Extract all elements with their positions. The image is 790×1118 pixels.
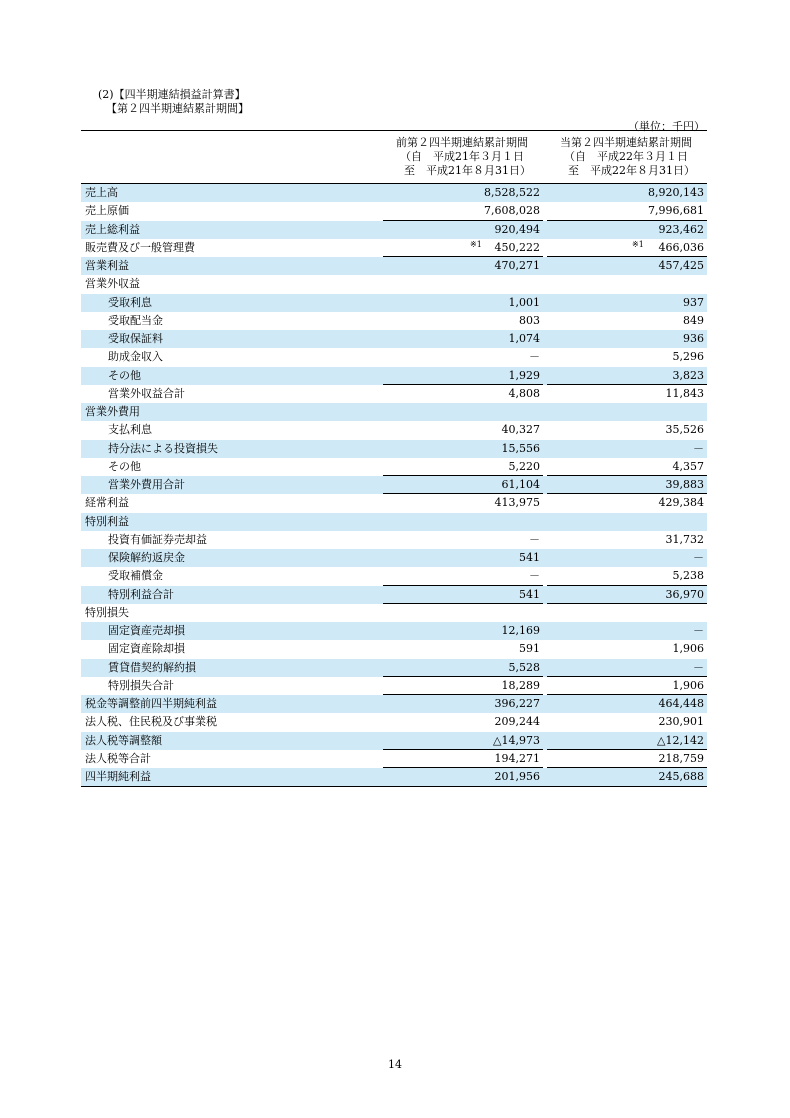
prior-value: 5,220 bbox=[508, 459, 540, 473]
table-row bbox=[81, 640, 707, 658]
table-row bbox=[81, 257, 707, 275]
prior-value: 209,244 bbox=[494, 715, 540, 729]
row-label: 販売費及び一般管理費 bbox=[85, 240, 195, 254]
current-value: 457,425 bbox=[658, 259, 704, 272]
prior-value: 7,608,028 bbox=[484, 204, 540, 218]
current-value: 230,901 bbox=[658, 715, 704, 729]
current-value: － bbox=[693, 660, 704, 674]
table-row bbox=[81, 549, 707, 567]
current-value: △12,142 bbox=[657, 733, 704, 747]
table-row bbox=[81, 476, 707, 494]
row-label: 受取保証料 bbox=[108, 332, 163, 345]
prior-value: 803 bbox=[519, 313, 540, 327]
prior-value: － bbox=[529, 350, 540, 364]
prior-value: 541 bbox=[519, 587, 540, 601]
prior-value: 1,001 bbox=[508, 295, 540, 309]
table-row bbox=[81, 750, 707, 768]
row-label: その他 bbox=[108, 368, 141, 382]
current-value: 936 bbox=[683, 332, 704, 345]
income-statement-table bbox=[81, 130, 707, 787]
row-label: 四半期純利益 bbox=[85, 770, 151, 783]
table-row bbox=[81, 458, 707, 476]
table-row bbox=[81, 421, 707, 439]
page-number: 14 bbox=[388, 1058, 402, 1071]
row-label: 売上総利益 bbox=[85, 222, 140, 236]
prior-value: △14,973 bbox=[493, 733, 540, 747]
row-label: 持分法による投資損失 bbox=[108, 441, 218, 455]
table-row bbox=[81, 659, 707, 677]
prior-value: 201,956 bbox=[494, 770, 540, 783]
table-row bbox=[81, 440, 707, 458]
table-row bbox=[81, 586, 707, 604]
prior-value: － bbox=[529, 569, 540, 583]
prior-value: 8,528,522 bbox=[484, 186, 540, 199]
row-label: 特別利益 bbox=[85, 514, 129, 528]
current-value: 36,970 bbox=[665, 587, 704, 601]
current-value: 466,036 bbox=[658, 240, 704, 254]
prior-value: 1,074 bbox=[508, 332, 540, 345]
prior-value: 18,289 bbox=[501, 678, 540, 692]
table-row bbox=[81, 677, 707, 695]
current-value: 1,906 bbox=[672, 642, 704, 656]
table-row bbox=[81, 275, 707, 293]
row-label: 営業外費用合計 bbox=[108, 478, 185, 491]
table-row bbox=[81, 695, 707, 713]
prior-value: 413,975 bbox=[494, 496, 540, 510]
row-label: 受取補償金 bbox=[108, 569, 163, 583]
current-value: 8,920,143 bbox=[648, 186, 704, 199]
prior-value: 12,169 bbox=[501, 624, 540, 637]
row-label: 保険解約返戻金 bbox=[108, 551, 185, 564]
note-mark: ※1 bbox=[470, 239, 482, 249]
table-row bbox=[81, 604, 707, 622]
statement-title: (2)【四半期連結損益計算書】 bbox=[98, 88, 246, 101]
column-header-prior-period: 前第２四半期連結累計期間 （自 平成21年３月１日 至 平成21年８月31日） bbox=[396, 136, 531, 177]
unit-label: （単位：千円） bbox=[628, 120, 705, 133]
column-header-current-period: 当第２四半期連結累計期間 （自 平成22年３月１日 至 平成22年８月31日） bbox=[560, 136, 695, 177]
table-row bbox=[81, 367, 707, 385]
table-header bbox=[81, 131, 707, 184]
table-row bbox=[81, 184, 707, 202]
row-label: 特別損失 bbox=[85, 605, 129, 619]
row-label: 売上原価 bbox=[85, 204, 129, 218]
current-value: 5,296 bbox=[672, 350, 704, 364]
table-row bbox=[81, 622, 707, 640]
current-value: 1,906 bbox=[672, 678, 704, 692]
prior-value: 40,327 bbox=[501, 423, 540, 437]
row-label: 営業外費用 bbox=[85, 405, 140, 418]
table-row bbox=[81, 732, 707, 750]
row-label: 受取利息 bbox=[108, 295, 152, 309]
current-value: 218,759 bbox=[658, 751, 704, 765]
current-value: － bbox=[693, 551, 704, 564]
table-row bbox=[81, 567, 707, 585]
current-value: 464,448 bbox=[658, 697, 704, 710]
prior-value: 61,104 bbox=[501, 478, 540, 491]
row-label: 受取配当金 bbox=[108, 313, 163, 327]
current-value: 245,688 bbox=[658, 770, 704, 783]
table-row bbox=[81, 531, 707, 549]
table-row bbox=[81, 403, 707, 421]
row-label: 法人税、住民税及び事業税 bbox=[85, 715, 217, 729]
current-value: 937 bbox=[683, 295, 704, 309]
current-value: 7,996,681 bbox=[648, 204, 704, 218]
row-label: その他 bbox=[108, 459, 141, 473]
table-row bbox=[81, 312, 707, 330]
row-label: 営業外収益合計 bbox=[108, 386, 185, 400]
current-value: 849 bbox=[683, 313, 704, 327]
current-value: 923,462 bbox=[658, 222, 704, 236]
current-value: 3,823 bbox=[672, 368, 704, 382]
prior-value: 4,808 bbox=[508, 386, 540, 400]
current-value: 39,883 bbox=[665, 478, 704, 491]
table-row bbox=[81, 330, 707, 348]
current-value: 4,357 bbox=[672, 459, 704, 473]
current-value: 429,384 bbox=[658, 496, 704, 510]
prior-value: － bbox=[529, 532, 540, 546]
prior-value: 470,271 bbox=[494, 259, 540, 272]
row-label: 賃貸借契約解約損 bbox=[108, 660, 196, 674]
current-value: － bbox=[693, 624, 704, 637]
prior-value: 15,556 bbox=[501, 441, 540, 455]
table-row bbox=[81, 494, 707, 512]
table-row bbox=[81, 239, 707, 257]
prior-value: 194,271 bbox=[494, 751, 540, 765]
row-label: 特別利益合計 bbox=[108, 587, 174, 601]
note-mark: ※1 bbox=[632, 239, 644, 249]
period-subtitle: 【第２四半期連結累計期間】 bbox=[106, 102, 249, 115]
table-row bbox=[81, 513, 707, 531]
table-row bbox=[81, 348, 707, 366]
prior-value: 1,929 bbox=[508, 368, 540, 382]
prior-value: 541 bbox=[519, 551, 540, 564]
table-row bbox=[81, 221, 707, 239]
row-label: 営業外収益 bbox=[85, 277, 140, 291]
row-label: 特別損失合計 bbox=[108, 678, 174, 692]
current-value: 5,238 bbox=[672, 569, 704, 583]
row-label: 法人税等合計 bbox=[85, 751, 151, 765]
row-label: 法人税等調整額 bbox=[85, 733, 162, 747]
table-row bbox=[81, 294, 707, 312]
current-value: － bbox=[693, 441, 704, 455]
row-label: 助成金収入 bbox=[108, 350, 163, 364]
row-label: 売上高 bbox=[85, 186, 118, 199]
current-value: 11,843 bbox=[665, 386, 704, 400]
row-label: 税金等調整前四半期純利益 bbox=[85, 697, 217, 710]
table-row bbox=[81, 385, 707, 403]
current-value: 35,526 bbox=[665, 423, 704, 437]
table-row bbox=[81, 713, 707, 731]
prior-value: 450,222 bbox=[494, 240, 540, 254]
prior-value: 920,494 bbox=[494, 222, 540, 236]
current-value: 31,732 bbox=[665, 532, 704, 546]
table-row bbox=[81, 768, 707, 787]
row-label: 営業利益 bbox=[85, 259, 129, 272]
row-label: 支払利息 bbox=[108, 423, 152, 437]
row-label: 固定資産売却損 bbox=[108, 624, 185, 637]
prior-value: 396,227 bbox=[494, 697, 540, 710]
row-label: 固定資産除却損 bbox=[108, 642, 185, 656]
row-label: 投資有価証券売却益 bbox=[108, 532, 207, 546]
table-row bbox=[81, 202, 707, 220]
prior-value: 5,528 bbox=[508, 660, 540, 674]
prior-value: 591 bbox=[519, 642, 540, 656]
row-label: 経常利益 bbox=[85, 496, 129, 510]
